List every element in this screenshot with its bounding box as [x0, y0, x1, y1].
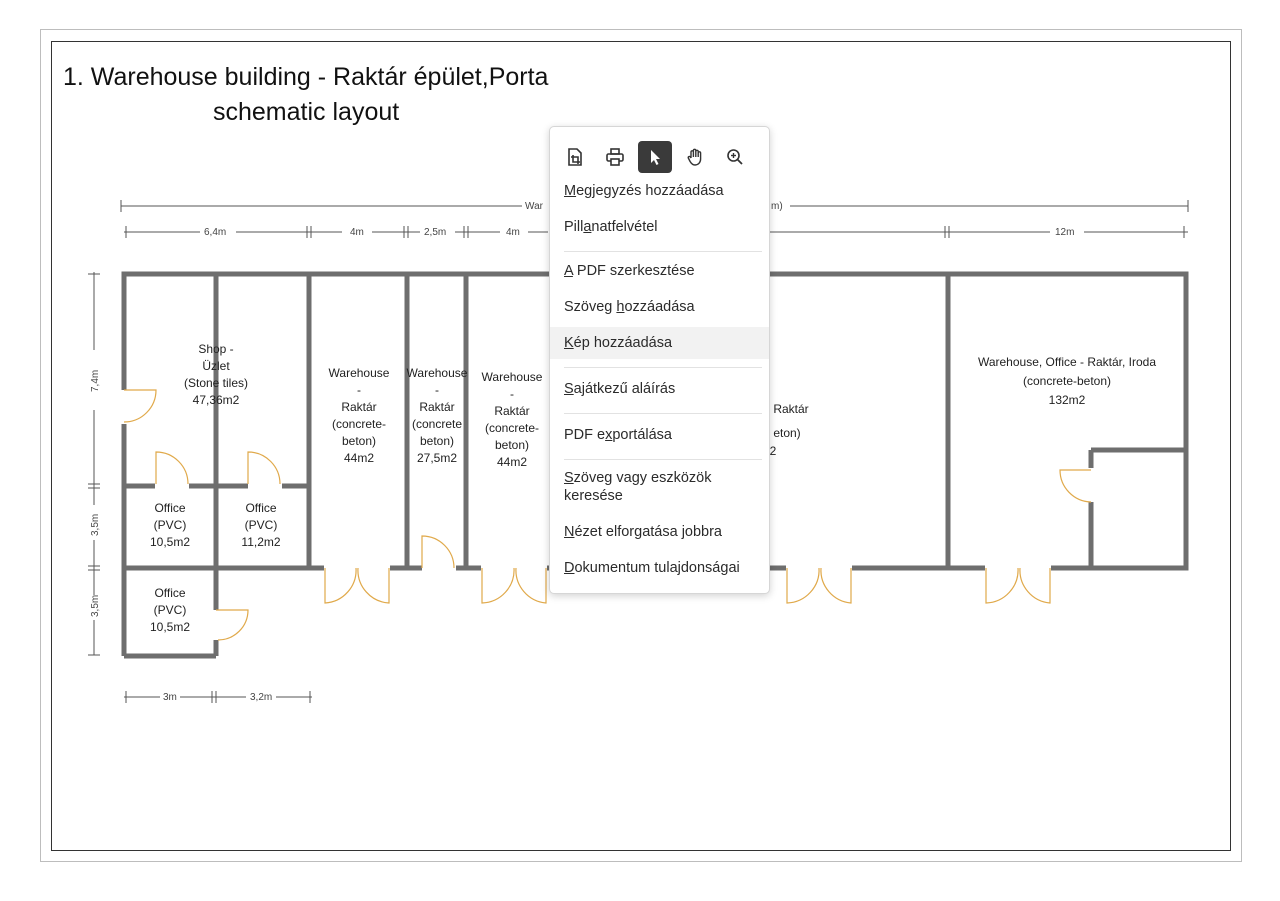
- room-office2-line1: Office: [245, 501, 277, 515]
- room-wh1-line1: Warehouse: [328, 366, 390, 380]
- zoom-in-button[interactable]: [718, 141, 752, 173]
- zoom-in-icon: [725, 147, 745, 167]
- room-wh3-area: 44m2: [496, 455, 528, 469]
- page-crop-icon: [565, 147, 585, 167]
- dim-3-5m-a: 3,5m: [90, 513, 101, 536]
- room-wh2-line4: (concrete: [411, 417, 463, 431]
- room-office3-area: 10,5m2: [149, 620, 191, 634]
- menu-item-snapshot[interactable]: Pillanatfelvétel: [564, 219, 658, 235]
- room-wh5-line2: (concrete-beton): [1022, 374, 1112, 388]
- room-wh2-line5: beton): [419, 434, 455, 448]
- menu-separator: [564, 413, 762, 414]
- room-wh5-line1: Warehouse, Office - Raktár, Iroda: [977, 355, 1157, 369]
- menu-item-add-text[interactable]: Szöveg hozzáadása: [564, 299, 695, 315]
- menu-item-add-image[interactable]: Kép hozzáadása: [550, 327, 769, 359]
- room-shop-line1: Shop -: [198, 342, 234, 356]
- dim-12m: 12m: [1055, 227, 1075, 238]
- room-office3-line2: (PVC): [153, 603, 187, 617]
- pointer-tool-button[interactable]: [638, 141, 672, 173]
- room-wh2-line2: -: [435, 383, 439, 397]
- menu-item-signature[interactable]: Sajátkezű aláírás: [564, 381, 676, 397]
- room-wh4-line2: eton): [773, 426, 801, 440]
- dim-overall-left: War: [525, 201, 543, 212]
- dim-3m: 3m: [163, 692, 177, 703]
- page-subtitle: schematic layout: [213, 98, 400, 126]
- room-wh1-line2: -: [357, 383, 361, 397]
- pointer-icon: [645, 147, 665, 167]
- room-shop-line2: Üzlet: [202, 359, 230, 373]
- room-wh2-line1: Warehouse: [406, 366, 468, 380]
- room-wh5-area: 132m2: [1048, 393, 1086, 407]
- dim-3-5m-b: 3,5m: [90, 594, 101, 617]
- room-office1-line2: (PVC): [153, 518, 187, 532]
- room-wh3-line3: Raktár: [494, 404, 530, 418]
- room-office2-line2: (PVC): [244, 518, 278, 532]
- menu-separator: [564, 251, 762, 252]
- menu-toolbar: [558, 141, 752, 173]
- dim-2-5m: 2,5m: [424, 227, 447, 238]
- room-wh1-line4: (concrete-: [331, 417, 387, 431]
- menu-item-export-pdf[interactable]: PDF exportálása: [564, 427, 672, 443]
- room-wh2-area: 27,5m2: [416, 451, 458, 465]
- room-wh3-line1: Warehouse: [481, 370, 543, 384]
- menu-item-edit-pdf[interactable]: A PDF szerkesztése: [564, 263, 695, 279]
- room-wh1-line3: Raktár: [341, 400, 377, 414]
- room-wh3-line5: beton): [494, 438, 530, 452]
- dim-4m-a: 4m: [350, 227, 364, 238]
- menu-separator: [564, 459, 762, 460]
- room-office1-line1: Office: [154, 501, 186, 515]
- room-office2-area: 11,2m2: [241, 535, 281, 549]
- menu-item-search[interactable]: Szöveg vagy eszközök keresése: [564, 470, 712, 504]
- dim-6-4m: 6,4m: [204, 227, 227, 238]
- room-wh3-line4: (concrete-: [484, 421, 540, 435]
- page-crop-button[interactable]: [558, 141, 592, 173]
- dim-overall-right: m): [771, 201, 783, 212]
- room-wh1-line5: beton): [341, 434, 377, 448]
- dim-7-4m: 7,4m: [90, 369, 101, 392]
- menu-item-document-properties[interactable]: Dokumentum tulajdonságai: [564, 560, 740, 576]
- menu-separator: [564, 367, 762, 368]
- print-button[interactable]: [598, 141, 632, 173]
- room-shop-area: 47,36m2: [192, 393, 240, 407]
- room-wh4-line1: Raktár: [773, 402, 809, 416]
- room-shop-line3: (Stone tiles): [183, 376, 249, 390]
- room-wh3-line2: -: [510, 387, 514, 401]
- hand-icon: [685, 147, 705, 167]
- room-wh4-line3: 2: [769, 444, 777, 458]
- print-icon: [605, 147, 625, 167]
- dim-3-2m: 3,2m: [250, 692, 273, 703]
- room-office1-area: 10,5m2: [149, 535, 191, 549]
- menu-item-rotate-right[interactable]: Nézet elforgatása jobbra: [564, 524, 722, 540]
- page-title: 1. Warehouse building - Raktár épület,Porta: [63, 63, 549, 91]
- dim-4m-b: 4m: [506, 227, 520, 238]
- room-office3-line1: Office: [154, 586, 186, 600]
- hand-tool-button[interactable]: [678, 141, 712, 173]
- context-menu: [549, 126, 770, 594]
- room-wh1-area: 44m2: [343, 451, 375, 465]
- room-wh2-line3: Raktár: [419, 400, 455, 414]
- menu-item-add-note[interactable]: Megjegyzés hozzáadása: [564, 183, 724, 199]
